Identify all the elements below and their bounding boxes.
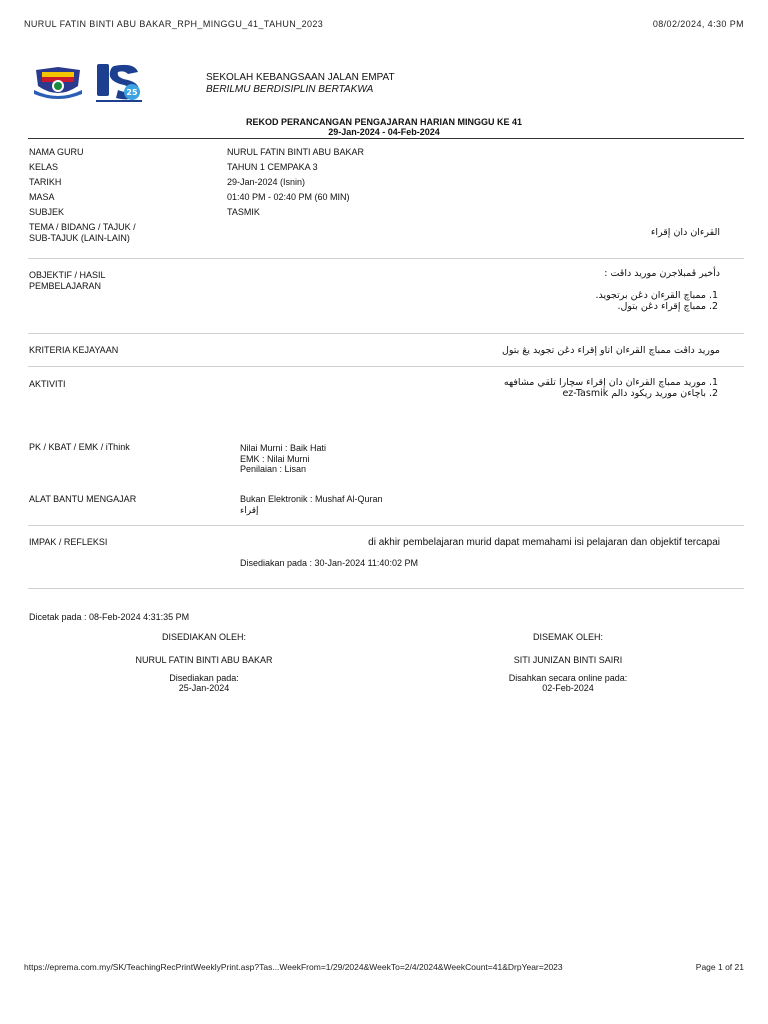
label-subjek: SUBJEK <box>29 207 65 217</box>
pk-line: Penilaian : Lisan <box>240 464 307 474</box>
pk-line: Nilai Murni : Baik Hati <box>240 443 327 453</box>
checked-by-name: SITI JUNIZAN BINTI SAIRI <box>513 655 623 665</box>
separator <box>28 258 744 259</box>
label-tema-line2: SUB-TAJUK (LAIN-LAIN) <box>29 232 130 243</box>
value-masa: 01:40 PM - 02:40 PM (60 MIN) <box>227 192 350 202</box>
school-block <box>206 72 395 96</box>
header-rule <box>28 138 744 139</box>
school-crest-logo <box>32 66 84 100</box>
label-aktiviti: AKTIVITI <box>29 379 66 389</box>
objektif-intro: دأخير ڤمبلاجرن موريد داڤت : <box>604 268 720 279</box>
alat-line: Bukan Elektronik : Mushaf Al-Quran <box>240 494 383 504</box>
aktiviti-item <box>504 388 706 399</box>
prepared-date-label: Disediakan pada: <box>169 673 239 683</box>
approved-date: 02-Feb-2024 <box>542 683 594 693</box>
label-kriteria: KRITERIA KEJAYAAN <box>29 345 119 355</box>
objektif-list <box>595 290 720 312</box>
school-name: SEKOLAH KEBANGSAAN JALAN EMPAT <box>206 72 395 83</box>
prepared-by-heading: DISEDIAKAN OLEH: <box>161 632 247 642</box>
alat-content <box>240 494 383 515</box>
objektif-item: 1. ممباچ القرءان دڠن برتجويد. <box>595 290 706 301</box>
separator <box>28 366 744 367</box>
value-impak: di akhir pembelajaran murid dapat memahami isi pelajaran dan objektif tercapai <box>368 537 720 548</box>
approved-online-label: Disahkan secara online pada: <box>508 673 628 683</box>
prepared-by-name: NURUL FATIN BINTI ABU BAKAR <box>135 655 273 665</box>
record-title-block <box>0 117 768 137</box>
value-nama-guru: NURUL FATIN BINTI ABU BAKAR <box>227 147 365 157</box>
record-title: REKOD PERANCANGAN PENGAJARAN HARIAN MINGGU KE 41 <box>245 117 523 127</box>
aktiviti-item: 1. موريد ممباچ القرءان دان إقراء سچارا تلقي مشافهه <box>504 377 706 388</box>
objektif-content <box>595 268 720 312</box>
page-url: https://eprema.com.my/SK/TeachingRecPrintWeeklyPrint.asp?Tas...WeekFrom=1/29/2024&WeekTo=2/4/2024&WeekCount=41&DrpYear=2023 <box>24 962 563 972</box>
aktiviti-content <box>504 377 720 399</box>
label-objektif-line1: OBJEKTIF / HASIL <box>29 270 106 280</box>
label-objektif-line2: PEMBELAJARAN <box>29 280 102 291</box>
alat-line-arabic: إقراء <box>240 504 259 515</box>
record-date-range: 29-Jan-2024 - 04-Feb-2024 <box>328 127 440 137</box>
printed-on: Dicetak pada : 08-Feb-2024 4:31:35 PM <box>29 612 190 622</box>
document-title: NURUL FATIN BINTI ABU BAKAR_RPH_MINGGU_41_TAHUN_2023 <box>24 19 324 29</box>
separator <box>28 525 744 526</box>
anniversary-logo <box>94 62 144 106</box>
checked-by-heading: DISEMAK OLEH: <box>532 632 604 642</box>
pk-line: EMK : Nilai Murni <box>240 453 310 464</box>
label-tarikh: TARIKH <box>29 177 62 187</box>
label-masa: MASA <box>29 192 55 202</box>
objektif-item: 2. ممباچ إقراء دڠن بتول. <box>595 301 706 312</box>
school-motto: BERILMU BERDISIPLIN BERTAKWA <box>206 84 374 95</box>
value-tarikh: 29-Jan-2024 (Isnin) <box>227 177 306 187</box>
aktiviti-item-text: باچاءن موريد ريكود دالم <box>611 388 706 399</box>
ez-tasmik-label: ez-Tasmik <box>562 388 609 399</box>
label-objektif <box>29 270 106 291</box>
separator <box>28 588 744 589</box>
separator <box>28 333 744 334</box>
value-tema: القرءان دان إقراء <box>650 227 720 238</box>
label-tema-line1: TEMA / BIDANG / TAJUK / <box>29 222 136 232</box>
pk-content <box>240 443 326 475</box>
label-tema <box>29 222 136 243</box>
impak-prepared: Disediakan pada : 30-Jan-2024 11:40:02 PM <box>240 558 418 568</box>
value-kriteria: موريد داڤت ممباچ القرءان اتاو إقراء دڠن تجويد يڠ بتول <box>501 345 720 356</box>
checked-by-block <box>468 632 668 693</box>
label-kelas: KELAS <box>29 162 59 172</box>
label-impak: IMPAK / REFLEKSI <box>29 537 108 547</box>
value-kelas: TAHUN 1 CEMPAKA 3 <box>227 162 318 172</box>
value-subjek: TASMIK <box>227 207 260 217</box>
label-alat-bantu: ALAT BANTU MENGAJAR <box>29 494 137 504</box>
label-nama-guru: NAMA GURU <box>29 147 84 157</box>
page-number: Page 1 of 21 <box>695 962 744 972</box>
anniversary-badge-text: 25 <box>126 88 138 97</box>
aktiviti-list <box>504 377 720 399</box>
label-pk: PK / KBAT / EMK / iThink <box>29 442 130 452</box>
prepared-by-block <box>104 632 304 693</box>
prepared-date: 25-Jan-2024 <box>178 683 230 693</box>
print-datetime: 08/02/2024, 4:30 PM <box>652 19 744 29</box>
